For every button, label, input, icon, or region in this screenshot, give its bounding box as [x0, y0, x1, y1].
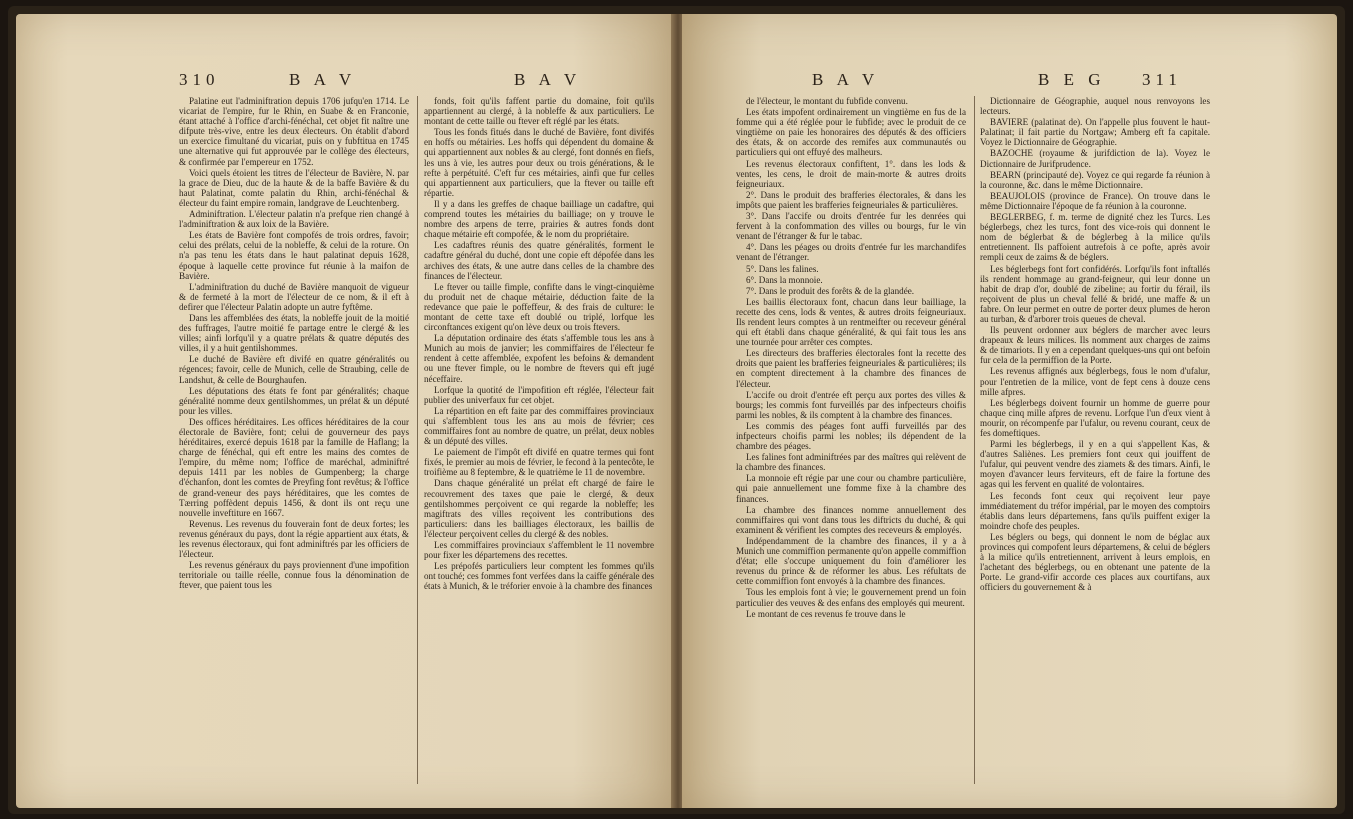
paragraph: Les députations des états fe font par généralités; chaque généralité nomme deux gentilshommes, un prélat & un député pour les villes. [179, 385, 409, 416]
right-page [682, 14, 1337, 808]
right-running-head [682, 70, 1337, 94]
paragraph: Des offices héréditaires. Les offices héréditaires de la cour électorale de Bavière, font; celui de gouverneur des pays héréditaires, exercé depuis 1618 par la famille de Haflang; la charge de fénéchal, qui eft entre les mains des comtes de l'empire, du même nom; l'office de maréchal, adminiftré depuis 1411 par les nobles de Gumpenberg; la charge d'échanfon, dont les comtes de Preyfing font revêtus; & l'office de grand-veneur des pays héréditaires, que les comtes de Tærring poffèdent depuis 1456, & dont ils ont reçu une nouvelle inveftiture en 1667. [179, 416, 409, 518]
left-column-1 [179, 96, 409, 784]
paragraph: La répartition en eft faite par des commiffaires provinciaux qui s'affemblent tous les ans au mois de février; ces commiffaires font au nombre de quatre, un prélat, deux nobles & un député des villes. [424, 405, 654, 447]
left-page-number: 310 [179, 70, 220, 89]
paragraph: BAVIERE (palatinat de). On l'appelle plus fouvent le haut-Palatinat; il fait partie du Nortgaw; Amberg eft fa capitale. Voyez le Dictionnaire de Géographie. [980, 117, 1210, 148]
paragraph: 6°. Dans la monnoie. [746, 274, 823, 285]
paragraph: Lorfque la quotité de l'impofition eft réglée, l'électeur fait publier des univerfaux fur cet objet. [424, 384, 654, 405]
paragraph: Dans les affemblées des états, la nobleffe jouit de la moitié des fuffrages, l'autre moitié fe partage entre le clergé & les villes; ainfi lorfqu'il y a quatre prélats & quatre députés des villes, il y a huit gentilshommes. [179, 312, 409, 354]
right-page-number: 311 [1142, 70, 1182, 89]
paragraph: La députation ordinaire des états s'affemble tous les ans à Munich au mois de janvier; les commiffaires de l'électeur fe rendent à cette affemblée, expofent les befoins & demandent ou une ftever fimple, ou le nombre de ftevers qui eft jugé néceffaire. [424, 333, 654, 384]
paragraph: Dans chaque généralité un prélat eft chargé de faire le recouvrement des taxes que paie le clergé, & deux gentilshommes perçoivent ce qui regarde la nobleffe; les magiftrats des villes reçoivent les contributions des particuliers: dans les bailliages électoraux, les baillis de l'électeur perçoivent celles du clergé & des nobles. [424, 478, 654, 539]
paragraph: 5°. Dans les falines. [746, 263, 819, 274]
paragraph: Les états de Bavière font compofés de trois ordres, favoir; celui des prélats, celui de la nobleffe, & celui de la roture. On n'a pas tenu les états dans le haut palatinat depuis 1628, époque à laquelle cette province fut réunie à la maifon de Bavière. [179, 230, 409, 281]
right-head-word-2: B E G [1038, 70, 1106, 89]
paragraph: L'adminiftration du duché de Bavière manquoit de vigueur & de fermeté à la mort de l'électeur de ce nom, & il eft à defirer que l'électeur Palatin adopte un autre fyftême. [179, 281, 409, 312]
paragraph: de l'électeur, le montant du fubfide convenu. [746, 96, 908, 106]
paragraph: Le duché de Bavière eft divifé en quatre généralités ou régences; favoir, celle de Munich, celle de Straubing, celle de Landshut, & celle de Bourghaufen. [179, 354, 409, 385]
paragraph: Les commis des péages font auffi furveillés par des infpecteurs choifis parmi les nobles; ils dépendent de la chambre des péages. [736, 420, 966, 452]
paragraph: Les prépofés particuliers leur comptent les fommes qu'ils ont touché; ces fommes font verfées dans la caiffe générale des états à Munich, & le tréforier envoie à la chambre des finances [424, 561, 654, 592]
paragraph: BAZOCHE (royaume & jurifdiction de la). Voyez le Dictionnaire de Jurifprudence. [980, 148, 1210, 169]
paragraph: Ils peuvent ordonner aux béglers de marcher avec leurs drapeaux & leurs milices. Ils nomment aux charges de zaims & de timariots. Il y en a cependant quelques-uns qui ont befoin fur cela de la permiffion de la Porte. [980, 325, 1210, 366]
paragraph: Les revenus généraux du pays proviennent d'une impofition territoriale ou taille réelle, connue fous la dénomination de ftever, que paient tous les [179, 560, 409, 591]
paragraph: 7°. Dans le produit des forêts & de la glandée. [746, 285, 915, 296]
paragraph: fonds, foit qu'ils faffent partie du domaine, foit qu'ils appartiennent au clergé, à la nobleffe & aux particuliers. Le montant de cette taille ou ftever eft réglé par les états. [424, 96, 654, 127]
paragraph: Les cadaftres réunis des quatre généralités, forment le cadaftre général du duché, dont une copie eft dépofée dans les archives des états, & une autre dans celles de la chambre des finances de l'électeur. [424, 240, 654, 281]
paragraph: Dictionnaire de Géographie, auquel nous renvoyons les lecteurs. [980, 96, 1210, 117]
left-running-head [16, 70, 671, 94]
paragraph: La chambre des finances nomme annuellement des commiffaires qui vont dans tous les diftricts du duché, & qui examinent & vérifient les comptes des receveurs & employés. [736, 504, 966, 535]
paragraph: Les béglerbegs doivent fournir un homme de guerre pour chaque cinq mille afpres de revenu. Lorfque l'un d'eux vient à mourir, on récompenfe par l'ufalur, ou revenu courant, ceux de fes domeftiques. [980, 397, 1210, 438]
paragraph: Les revenus affignés aux béglerbegs, fous le nom d'ufalur, pour l'entretien de la milice, vont de fept cens à douze cens mille afpres. [980, 366, 1210, 397]
right-column-1 [736, 96, 966, 784]
paragraph: Les états impofent ordinairement un vingtième en fus de la fomme qui a été réglée pour le fubfide; avec le produit de ce vingtième on paie les honoraires des députés & des officiers des états, & on accorde des remifes aux communautés ou particuliers qui ont effuyé des malheurs. [736, 107, 966, 158]
paragraph: La monnoie eft régie par une cour ou chambre particulière, qui paie annuellement une fomme fixe à la chambre des finances. [736, 473, 966, 504]
column-rule [974, 96, 975, 784]
paragraph: Les baillis électoraux font, chacun dans leur bailliage, la recette des cens, lods & ventes, & autres droits feigneuriaux. Ils rendent leurs comptes à un rentmeifter ou receveur général qui eft établi dans chaque généralité, & qui fait tous les ans une tournée pour arrêter ces comptes. [736, 296, 966, 348]
paragraph: Le montant de ces revenus fe trouve dans le [746, 608, 906, 619]
paragraph: Voici quels étoient les titres de l'électeur de Bavière, N. par la grace de Dieu, duc de la haute & de la baffe Bavière & du haut Palatinat, comte palatin du Rhin, archi-fénéchal & électeur du faint empire romain, landgrave de Leuchtenberg. [179, 167, 409, 208]
paragraph: Les directeurs des brafferies électorales font la recette des droits que paient les brafferies feigneuriales & particulières; ils en comptent directement à la chambre des finances de l'électeur. [736, 348, 966, 389]
paragraph: Les béglers ou begs, qui donnent le nom de béglac aux provinces qui compofent leurs départemens, & celui de béglers à la milice qu'ils entretiennent, arrivent à leurs emplois, en l'achetant des béglerbegs, ou en obtenant une patente de la Porte. Le grand-vifir accorde ces places aux courtifans, aux officiers du gouvernement & à [980, 531, 1210, 593]
paragraph: BEGLERBEG, f. m. terme de dignité chez les Turcs. Les béglerbegs, chez les turcs, font des vice-rois qui donnent le nom de béglerbat & de béglerbeg à la milice qu'ils entretiennent. Ils paffoient autrefois à ce pofte, après avoir rempli ceux de zaims & de béglers. [980, 212, 1210, 263]
paragraph: L'accife ou droit d'entrée eft perçu aux portes des villes & bourgs; les commis font furveillés par des infpecteurs choifis parmi les nobles, & ils comptent à la chambre des finances. [736, 389, 966, 420]
paragraph: Les commiffaires provinciaux s'affemblent le 11 novembre pour fixer les départemens des recettes. [424, 540, 654, 561]
paragraph: Il y a dans les greffes de chaque bailliage un cadaftre, qui comprend toutes les métairies du bailliage; on y trouve le nombre des arpens de terre, prairies & autres fonds dont chaque métairie eft compofée, & le nom du propriétaire. [424, 198, 654, 240]
paragraph: Palatine eut l'adminiftration depuis 1706 jufqu'en 1714. Le vicariat de l'empire, fur le Rhin, en Suabe & en Franconie, étant attaché à l'office d'archi-fénéchal, cet objet fit naître une difpute très-vive, entre les deux électeurs. On établit d'abord un exercice fimultané du vicariat, puis on y fubftitua en 1745 une alternative qui fut approuvée par le collège des électeurs, & confirmée par l'empereur en 1752. [179, 96, 409, 167]
right-head-word-1: B A V [812, 70, 880, 89]
paragraph: BEARN (principauté de). Voyez ce qui regarde fa réunion à la couronne, &c. dans le même Dictionnaire. [980, 169, 1210, 190]
left-page [16, 14, 671, 808]
left-page-body [16, 96, 671, 784]
left-head-word-2: B A V [514, 70, 582, 89]
paragraph: 2°. Dans le produit des brafferies électorales, & dans les impôts que paient les brafferies feigneuriales & particulières. [736, 189, 966, 210]
paragraph: Tous les emplois font à vie; le gouvernement prend un foin particulier des veuves & des enfans des employés qui meurent. [736, 587, 966, 608]
left-head-word-1: B A V [289, 70, 357, 89]
paragraph: Parmi les béglerbegs, il y en a qui s'appellent Kas, & d'autres Saliènes. Les premiers font ceux qui jouiffent de l'ufalur, qui peuvent vendre des ziamets & des timars. Ainfi, le moyen d'avancer leurs ferviteurs, eft de faire la fortune des agas qui les fervent en qualité de volontaires. [980, 439, 1210, 490]
paragraph: Indépendamment de la chambre des finances, il y a à Munich une commiffion permanente qu'on appelle commiffion d'état; elle s'occupe uniquement du foin d'améliorer les revenus du prince & de réformer les abus. Les réfultats de cette commiffion font envoyés à la chambre des finances. [736, 535, 966, 587]
paragraph: BEAUJOLOIS (province de France). On trouve dans le même Dictionnaire l'époque de fa réunion à la couronne. [980, 190, 1210, 211]
paragraph: Adminiftration. L'électeur palatin n'a prefque rien changé à l'adminiftration & aux loix de la Bavière. [179, 209, 409, 230]
paragraph: Le ftever ou taille fimple, confifte dans le vingt-cinquième du produit net de chaque métairie, déduction faite de la redevance que paie le poffeffeur, & des frais de culture: le montant de cette taxe eft doublé ou triplé, lorfque les circonftances exigent qu'on lève deux ou trois ftevers. [424, 281, 654, 333]
right-page-body [682, 96, 1337, 784]
paragraph: Les falines font adminiftrées par des maîtres qui relèvent de la chambre des finances. [736, 452, 966, 473]
right-column-2 [980, 96, 1210, 784]
paragraph: Les revenus électoraux confiftent, 1°. dans les lods & ventes, les cens, le droit de main-morte & autres droits feigneuriaux. [736, 158, 966, 189]
paragraph: Tous les fonds fitués dans le duché de Bavière, font divifés en hoffs ou métairies. Les hoffs qui dépendent du domaine & qui appartiennent aux nobles & au clergé, font donnés en fiefs, les uns à vie, les autres pour deux ou trois générations, & le refte à perpétuité. C'eft fur ces métairies, ainfi que fur celles qui appartiennent aux particuliers, que la ftever ou taille eft répartie. [424, 127, 654, 198]
paragraph: Les béglerbegs font fort confidérés. Lorfqu'ils font inftallés ils rendent hommage au grand-feigneur, qui leur donne un habit de drap d'or, doublé de zibeline; au fortir du férail, ils reçoivent de plus un cheval fellé & bridé, une maffe & un fabre. On leur permet en outre de porter deux plumes de heron au turban, & d'arborer trois queues de cheval. [980, 263, 1210, 324]
open-book [8, 6, 1345, 814]
paragraph: Les feconds font ceux qui reçoivent leur paye immédiatement du tréfor impérial, par le moyen des comptoirs établis dans leurs départemens, fans qu'ils puiffent exiger la moindre chofe des peuples. [980, 490, 1210, 531]
paragraph: 4°. Dans les péages ou droits d'entrée fur les marchandifes venant de l'étranger. [736, 242, 966, 263]
paragraph: 3°. Dans l'accife ou droits d'entrée fur les denrées qui fervent à la confommation des villes ou bourgs, fur le vin venant de l'étranger & fur le tabac. [736, 211, 966, 242]
paragraph: Revenus. Les revenus du fouverain font de deux fortes; les revenus généraux du pays, dont la régie appartient aux états, & les revenus électoraux, qui font adminiftrés par les officiers de l'électeur. [179, 518, 409, 560]
paragraph: Le paiement de l'impôt eft divifé en quatre termes qui font fixés, le premier au mois de février, le fecond à la pentecôte, le troifième au 8 feptembre, & le quatrième le 11 de novembre. [424, 447, 654, 478]
left-column-2 [424, 96, 654, 784]
column-rule [417, 96, 418, 784]
